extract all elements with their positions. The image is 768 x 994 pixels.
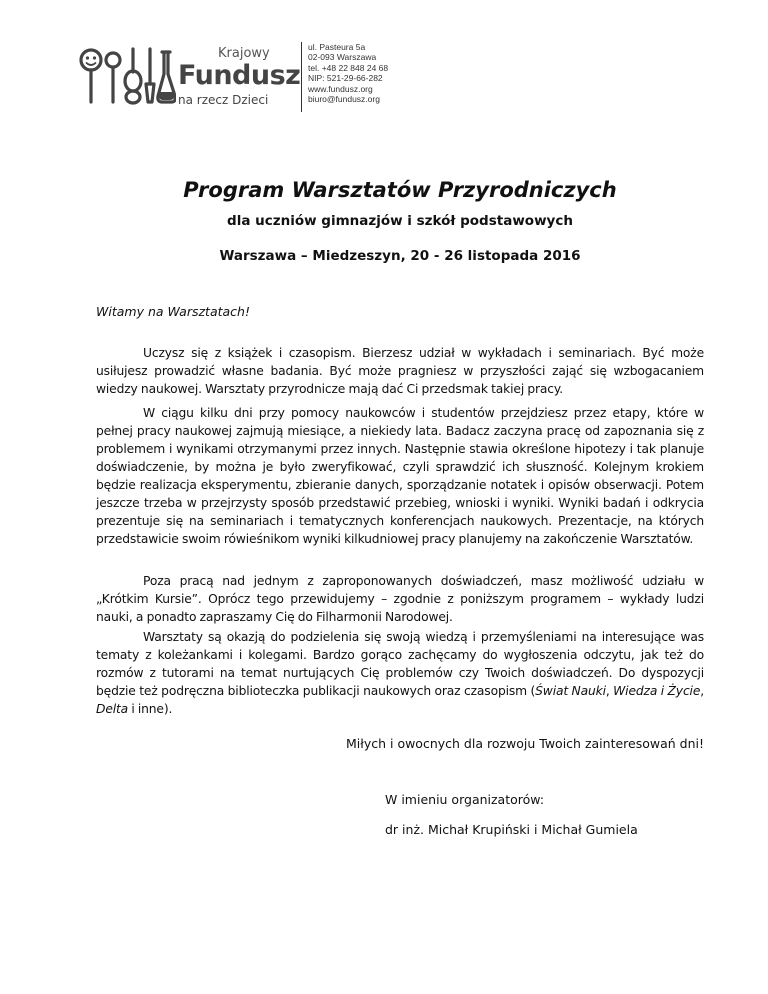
contact-phone: tel. +48 22 848 24 68 <box>308 62 389 73</box>
paragraph-4 <box>96 628 704 718</box>
paragraph-1: Uczysz się z książek i czasopism. Bierzesz udział w wykładach i seminariach. Być może usiłujesz prowadzić własne badania. Być może pragniesz w przyszłości zająć się wzbogacaniem wiedzy naukowej. Warsztaty przyrodnicze mają dać Ci przedsmak takiej pracy. <box>96 346 704 396</box>
letterhead <box>78 40 438 110</box>
logo-line-krajowy: Krajowy <box>218 46 270 61</box>
logo-line-na-rzecz-dzieci: na rzecz Dzieci <box>178 93 269 107</box>
greeting: Witamy na Warsztatach! <box>96 304 250 319</box>
logo-line-fundusz: Fundusz <box>178 60 301 91</box>
paragraph-2: W ciągu kilku dni przy pomocy naukowców i studentów przejdziesz przez etapy, które w pełnej pracy naukowej zajmują miesiące, a niekiedy lata. Badacz zaczyna pracę od zapoznania się z problemem i wynikami otrzymanymi przez innych. Następnie stawia określone hipotezy i tak planuje doświadczenie, by można je było zweryfikować, czyli sprawdzić ich słuszność. Kolejnym krokiem będzie realizacja eksperymentu, zbieranie danych, sporządzanie notatek i opisów obserwacji. Potem jeszcze trzeba w przejrzysty sposób przedstawić przebieg, wnioski i wyniki. Wyniki badań i odkrycia prezentuje się na seminariach i tematycznych konferencjach naukowych. Prezentacje, na których przedstawicie swoim rówieśnikom wyniki kilkudniowej pracy planujemy na zakończenie Warsztatów. <box>96 406 704 546</box>
magazine-delta: Delta <box>96 702 129 716</box>
contact-nip: NIP: 521-29-66-282 <box>308 73 383 84</box>
separator: , <box>605 684 614 698</box>
magazine-swiat-nauki: Świat Nauki <box>535 684 606 698</box>
contact-address: ul. Pasteura 5a <box>308 42 366 52</box>
signature-names: dr inż. Michał Krupiński i Michał Gumiela <box>385 822 638 837</box>
document-subtitle: dla uczniów gimnazjów i szkół podstawowych <box>227 213 573 229</box>
contact-email: biuro@fundusz.org <box>308 94 380 105</box>
kfnrd-logo-icon <box>78 46 176 106</box>
paragraph-3: Poza pracą nad jednym z zaproponowanych doświadczeń, masz możliwość udziału w „Krótkim Kursie”. Oprócz tego przewidujemy – zgodnie z poniższym programem – wykłady ludzi nauki, a ponadto zapraszamy Cię do Filharmonii Narodowej. <box>96 574 704 624</box>
place-and-date: Warszawa – Miedzeszyn, 20 - 26 listopada 2016 <box>219 248 581 264</box>
contact-block <box>308 42 388 104</box>
contact-website: www.fundusz.org <box>308 83 373 94</box>
paragraph-4-end: i inne). <box>128 702 173 716</box>
signature-intro: W imieniu organizatorów: <box>385 792 545 807</box>
paragraph-4-text: Warsztaty są okazją do podzielenia się swoją wiedzą i przemyśleniami na interesujące was tematy z koleżankami i kolegami. Bardzo gorąco zachęcamy do wygłoszenia odczytu, jak też do rozmów z tutorami na temat nurtujących Cię problemów czy Twoich doświadczeń. Do dyspozycji będzie też podręczna biblioteczka publikacji naukowych oraz czasopism ( <box>96 630 704 698</box>
closing-wish: Miłych i owocnych dla rozwoju Twoich zainteresowań dni! <box>346 736 704 751</box>
magazine-wiedza-i-zycie: Wiedza i Życie <box>613 684 701 698</box>
contact-postcode: 02-093 Warszawa <box>308 52 377 63</box>
document-title: Program Warsztatów Przyrodniczych <box>183 178 617 202</box>
separator: , <box>700 684 704 698</box>
letterhead-divider <box>301 42 302 112</box>
